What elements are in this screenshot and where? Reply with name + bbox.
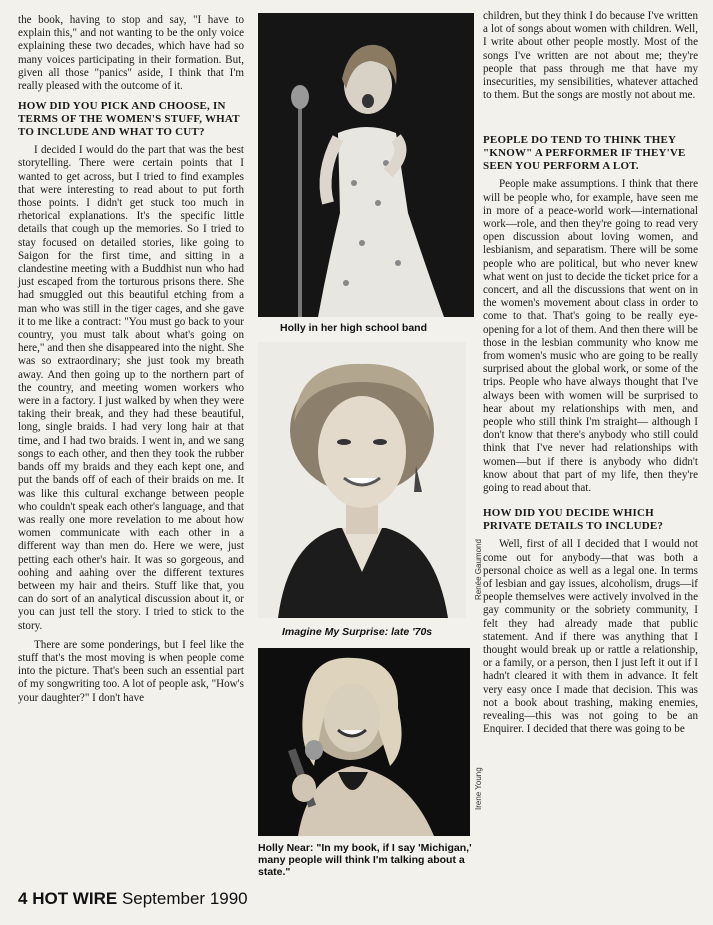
question-pick-and-choose: HOW DID YOU PICK AND CHOOSE, IN TERMS OF THE WOMEN'S STUFF, WHAT TO INCLUDE AND WHAT TO CUT? (18, 100, 240, 139)
photo3-caption: Holly Near: "In my book, if I say 'Michigan,' many people will think I'm talking about a state." (258, 842, 472, 878)
photo-holly-near-performing (258, 648, 470, 836)
paragraph-songs-not-about-me: children, but they think I do because I've written a lot of songs about women with children. Well, I write about other people mostly. Most of the songs I've written are not about me; they're people that pass through me that have my insecurities, my sensibilities, whatever attached to them. But the songs are mostly not about me. (483, 10, 698, 102)
left-column (18, 14, 244, 705)
photo-high-school-band (258, 13, 474, 317)
photo2-caption (282, 626, 432, 638)
photo2-caption-text: Imagine My Surprise: late '70s (282, 626, 433, 638)
paragraph-intro: the book, having to stop and say, "I have to explain this," and not wanting to be the only voice explaining these two decades, which have had so many voices participating in their formation. But, given all those "panics" aside, I think that I'm really pleased with the outcome of it. (18, 14, 244, 93)
paragraph-storytelling: I decided I would do the part that was the best storytelling. There were certain points that I wanted to get across, but I tried to find examples that were interesting to read about to put forth those points. I didn't get stuck too much in rhetorical explanations. It's the specific little details that cough up the memories. So I tried to stay focused on detailed stories, like going to Saigon for the first time, and sitting in a clandestine meeting with a Buddhist nun who had just escaped from the torturous prisons there. She had smuggled out this beautiful etching from a man who was still in the tiger cages, and she gave it to me like a contract: "You must go back to your country, you must talk about what's going on here," and then she disappeared into the night. She was so extraordinary; she just took my breath away. And then going up to the northern part of the country, and meeting women workers who were in a factory. I just walked by when they were taking their break, and they had these beautiful, long, single braids. I had very long hair at that time, and I had two braids. I went in, and we sang songs to each other, and then they took the rubber bands off my braids and they each kept one, and put the bands off of each of their braids on me. It was like this cultural exchange between people who couldn't speak each other's language, and that was really one more revelation to me about how women communicate with each other in a different way than men do. Here we were, just petting each other's hair. It was so gorgeous, and oohing and aahing over the different textures between my hair and theirs. Stuff like that, you can do sort of an analytical discussion about it, or you can just tell the story. I tried to stick to the story. (18, 144, 244, 632)
question-know-a-performer: PEOPLE DO TEND TO THINK THEY "KNOW" A PERFORMER IF THEY'VE SEEN YOU PERFORM A LOT. (483, 134, 686, 173)
page-number: 4 (18, 889, 28, 908)
singer-silhouette-image (258, 13, 474, 317)
page-footer (18, 889, 248, 909)
magazine-name: HOT WIRE (32, 889, 118, 908)
paragraph-assumptions: People make assumptions. I think that there will be people who, for example, have seen me in more of a peace-world work—international work—role, and then they're going to read very open discussion about loving women, and lesbianism, and separatism. There will be some people who are political, but who never knew what went on just to decide the ticket price for a concert, and all the discussions that went on in the women's movement about class in order to come to that. That's going to be really eye-opening for a lot of them. And then there will be those in the lesbian community who know me from women's music who are going to be really surprised about the global work, or some of the trips. People who have always thought that I've always been with women will be surprised to hear about my relationships with men, and people who still think I'm straight— although I don't know that there's anybody who still could think that I've never had relationships with women—but if there is anybody who didn't know about that part of my life, then they're going to read about that. (483, 178, 698, 495)
photo2-credit: Renée Gaumond (474, 539, 483, 600)
performer-image (258, 648, 470, 836)
photo-imagine-my-surprise (258, 342, 466, 618)
paragraph-coming-out: Well, first of all I decided that I would not come out for anybody—that was both a personal choice as well as a legal one. In terms of lesbian and gay issues, alcoholism, drugs—if people themselves were actively involved in the gay community or the sobriety community, I felt they had already made that public statement. And if there was anything that I thought would break up or rattle a relationship, or a family, or a person, then I just left it out if I hadn't cleared it with them in advance. It felt very easy once I made that decision. This was not a book about trashing, making enemies, revealing—this was not going to be an Enquirer. I decided that there was going to be (483, 538, 698, 736)
right-column (483, 10, 698, 736)
photo1-caption: Holly in her high school band (280, 322, 428, 334)
paragraph-ponderings: There are some ponderings, but I feel like the stuff that's the most moving is when people come into the picture. That's been such an essential part of my songwriting too. A lot of people ask, "How's your daughter?" I don't have (18, 638, 244, 704)
issue-date: September 1990 (121, 889, 248, 908)
photo3-credit: Irene Young (474, 767, 483, 810)
portrait-image (258, 342, 466, 618)
question-private-details: HOW DID YOU DECIDE WHICH PRIVATE DETAILS TO INCLUDE? (483, 507, 664, 533)
